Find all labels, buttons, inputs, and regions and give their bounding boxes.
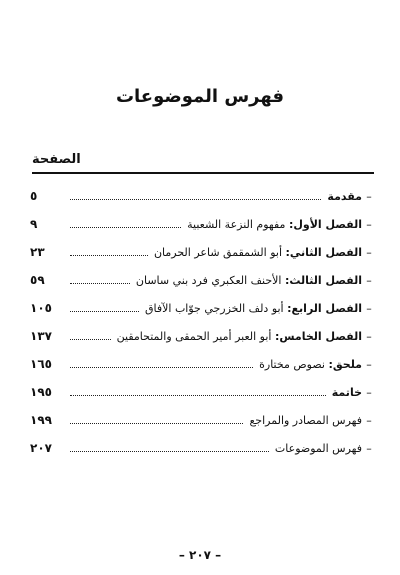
toc-dash: – [366, 329, 372, 343]
toc-row [30, 182, 376, 210]
toc-page-number: ١٩٩ [30, 413, 52, 427]
dot-leader [70, 367, 253, 368]
toc-entry-label: الفصل الرابع: [287, 301, 362, 315]
toc-dash: – [366, 217, 372, 231]
toc-entry-label: مقدمة [327, 189, 362, 203]
toc-entry [145, 302, 362, 315]
toc-entry-text: أبو الشمقمق شاعر الحرمان [153, 245, 286, 259]
toc-dash: – [366, 385, 372, 399]
dot-leader [70, 423, 243, 424]
toc-page-number: ٢٣ [30, 245, 45, 259]
dot-leader [70, 311, 139, 312]
toc-page-number: ١٩٥ [30, 385, 52, 399]
header-rule [32, 172, 374, 174]
toc-entry-text: فهرس الموضوعات [274, 441, 362, 455]
toc-entry-text: الأحنف العكبري فرد بني ساسان [135, 273, 285, 287]
dot-leader [70, 255, 148, 256]
toc-row [30, 350, 376, 378]
toc-entry-label: ملحق: [328, 357, 362, 371]
dot-leader [70, 283, 130, 284]
toc-page-number: ٩ [30, 217, 38, 231]
toc-entry-label: الفصل الثالث: [285, 273, 362, 287]
toc-entry [187, 218, 362, 231]
toc-entry [117, 330, 362, 343]
toc-page-number: ٥٩ [30, 273, 45, 287]
toc-dash: – [366, 441, 372, 455]
toc-entry [136, 274, 362, 287]
toc-entry-label: الفصل الأول: [288, 217, 362, 231]
dot-leader [70, 199, 321, 200]
toc-page-number: ٥ [30, 189, 38, 203]
toc-dash: – [366, 189, 372, 203]
table-of-contents [30, 182, 376, 462]
toc-entry [154, 246, 362, 259]
toc-entry-text: أبو العبر أمير الحمقى والمتحامقين [116, 329, 275, 343]
toc-entry-label: الفصل الثاني: [285, 245, 362, 259]
toc-row [30, 322, 376, 350]
toc-page-number: ١٣٧ [30, 329, 52, 343]
toc-entry [332, 386, 362, 399]
toc-row [30, 406, 376, 434]
toc-dash: – [366, 273, 372, 287]
dot-leader [70, 395, 326, 396]
toc-row [30, 210, 376, 238]
toc-entry [275, 442, 362, 455]
page-folio: – ٢٠٧ – [178, 548, 222, 562]
toc-entry-label: الفصل الخامس: [274, 329, 362, 343]
toc-row [30, 378, 376, 406]
toc-dash: – [366, 413, 372, 427]
toc-entry-text: مفهوم النزعة الشعبية [187, 217, 289, 231]
toc-page-number: ١٦٥ [30, 357, 52, 371]
toc-row [30, 434, 376, 462]
toc-page-number: ١٠٥ [30, 301, 52, 315]
toc-entry-text: أبو دلف الخزرجي جوّاب الآفاق [144, 301, 288, 315]
dot-leader [70, 227, 181, 228]
toc-entry [327, 190, 362, 203]
toc-entry [259, 358, 362, 371]
page-column-header: الصفحة [32, 152, 81, 167]
toc-entry-text: نصوص مختارة [259, 357, 329, 371]
dot-leader [70, 339, 111, 340]
page-title: فهرس الموضوعات [115, 86, 285, 107]
toc-entry-label: خاتمة [331, 385, 362, 399]
toc-page-number: ٢٠٧ [30, 441, 52, 455]
dot-leader [70, 451, 269, 452]
toc-dash: – [366, 245, 372, 259]
toc-entry [249, 414, 362, 427]
toc-dash: – [366, 301, 372, 315]
toc-row [30, 238, 376, 266]
toc-row [30, 294, 376, 322]
toc-entry-text: فهرس المصادر والمراجع [249, 413, 362, 427]
toc-row [30, 266, 376, 294]
toc-dash: – [366, 357, 372, 371]
